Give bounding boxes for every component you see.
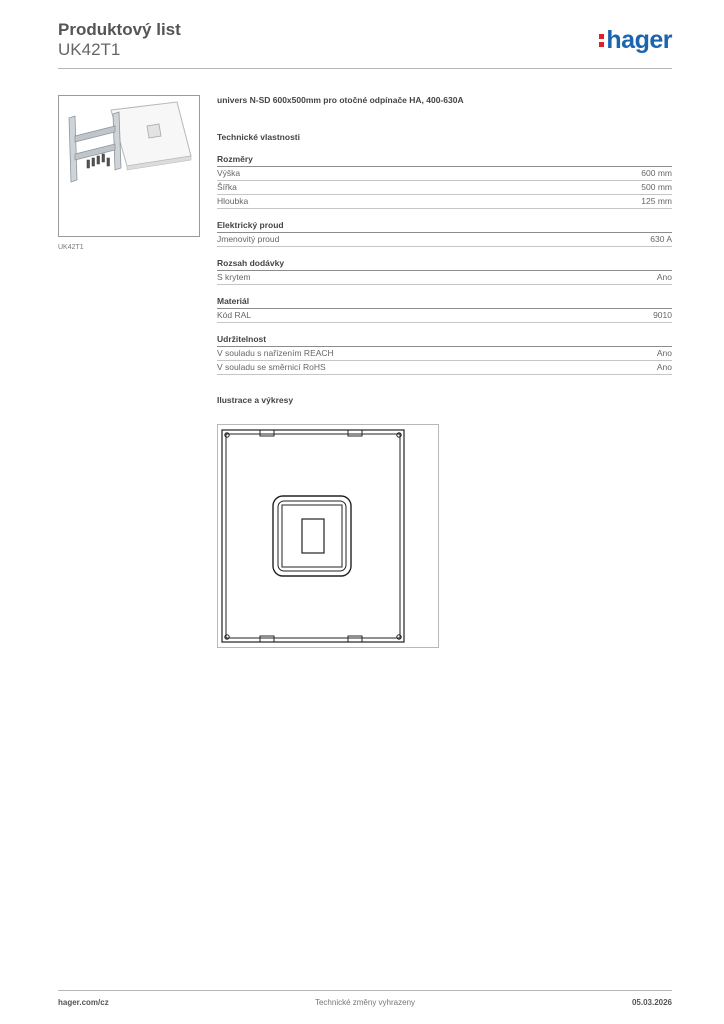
- technical-properties-heading: Technické vlastnosti: [217, 132, 300, 142]
- footer-divider: [58, 990, 672, 991]
- spec-group-current: [217, 219, 672, 247]
- spec-group-title: Udržitelnost: [217, 333, 672, 347]
- spec-label: Kód RAL: [217, 310, 252, 320]
- technical-drawing: [217, 424, 439, 648]
- footer-notice: Technické změny vyhrazeny: [314, 998, 416, 1007]
- spec-value: 500 mm: [641, 182, 672, 192]
- footer-website-link[interactable]: hager.com/cz: [58, 998, 109, 1007]
- spec-group-title: Elektrický proud: [217, 219, 672, 233]
- spec-row-reach: [217, 347, 672, 361]
- spec-label: S krytem: [217, 272, 251, 282]
- illustrations-heading: Ilustrace a výkresy: [217, 395, 294, 405]
- spec-value: 630 A: [650, 234, 672, 244]
- spec-group-material: [217, 295, 672, 323]
- spec-label: V souladu se směrnicí RoHS: [217, 362, 326, 372]
- spec-group-title: Rozsah dodávky: [217, 257, 672, 271]
- spec-row-with-cover: [217, 271, 672, 285]
- spec-value: 600 mm: [641, 168, 672, 178]
- spec-value: Ano: [656, 362, 672, 372]
- spec-row-height: [217, 167, 672, 181]
- spec-value: 9010: [653, 310, 672, 320]
- document-title: Produktový list: [58, 20, 181, 39]
- header-divider: [58, 68, 672, 69]
- footer-date: 05.03.2026: [631, 998, 672, 1007]
- spec-row-ral: [217, 309, 672, 323]
- product-photo: [58, 95, 200, 237]
- spec-label: Výška: [217, 168, 241, 178]
- product-photo-image: [59, 96, 199, 236]
- spec-row-depth: [217, 195, 672, 209]
- hager-logo: [599, 26, 672, 54]
- page-header: [58, 20, 672, 60]
- spec-value: Ano: [656, 348, 672, 358]
- product-code: UK42T1: [58, 40, 121, 59]
- spec-label: Hloubka: [217, 196, 249, 206]
- spec-label: Šířka: [217, 182, 237, 192]
- spec-value: Ano: [656, 272, 672, 282]
- photo-caption: UK42T1: [58, 244, 84, 251]
- spec-label: Jmenovitý proud: [217, 234, 280, 244]
- specification-content: [217, 94, 672, 406]
- spec-row-rated-current: [217, 233, 672, 247]
- logo-colon-icon: [599, 34, 604, 50]
- spec-group-title: Materiál: [217, 295, 672, 309]
- spec-row-width: [217, 181, 672, 195]
- spec-group-sustainability: [217, 333, 672, 375]
- spec-group-dimensions: [217, 153, 672, 209]
- spec-group-title: Rozměry: [217, 153, 672, 167]
- spec-value: 125 mm: [641, 196, 672, 206]
- product-description: univers N-SD 600x500mm pro otočné odpínače HA, 400-630A: [217, 95, 464, 105]
- logo-text: hager: [606, 26, 672, 54]
- spec-row-rohs: [217, 361, 672, 375]
- spec-group-scope: [217, 257, 672, 285]
- technical-drawing-image: [218, 425, 438, 647]
- spec-label: V souladu s nařízením REACH: [217, 348, 334, 358]
